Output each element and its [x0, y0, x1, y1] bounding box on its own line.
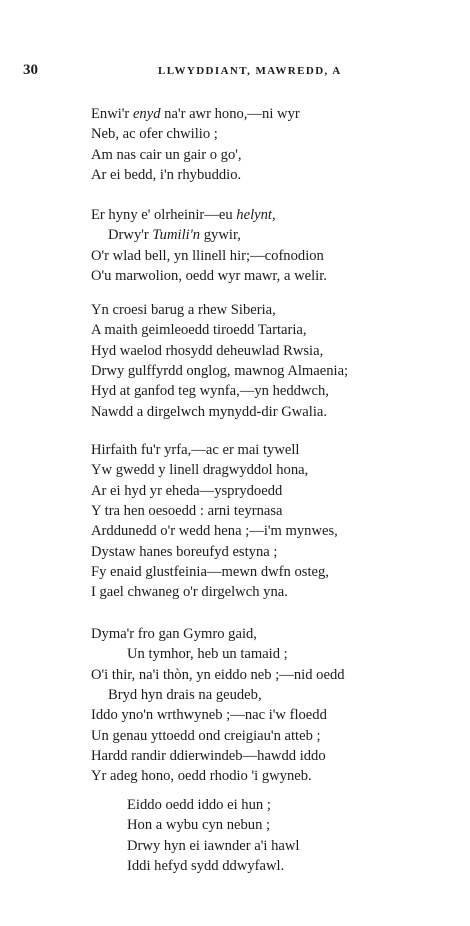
verse-text: Enwi'r [91, 106, 133, 122]
verse-text: Am nas cair un gair o go', [91, 146, 242, 163]
verse-line [91, 624, 257, 644]
verse-line [91, 582, 288, 602]
verse-line [127, 836, 299, 856]
verse-line [91, 361, 348, 381]
verse-line [91, 665, 345, 685]
verse-text: Arddunedd o'r wedd hena ;—i'm mynwes, [91, 523, 338, 540]
verse-line [91, 104, 300, 124]
verse-line [91, 481, 282, 501]
verse-line [91, 341, 323, 361]
verse-text: Bryd hyn drais na geudeb, [108, 686, 262, 703]
italic-word: enyd [132, 106, 161, 122]
verse-line [91, 145, 242, 165]
verse-line [91, 320, 307, 340]
italic-word: helynt [236, 207, 272, 223]
verse-text: Drwy'r [108, 227, 153, 244]
verse-text: O'r wlad bell, yn llinell hir;—cofnodion [91, 247, 324, 264]
verse-text: Yn croesi barug a rhew Siberia, [91, 302, 276, 318]
verse-line [91, 205, 276, 225]
verse-line [127, 815, 270, 835]
verse-text: Neb, ac ofer chwilio ; [91, 126, 218, 143]
verse-text: Un genau yttoedd ond creigiau'n atteb ; [91, 727, 321, 744]
verse-text: Ar ei hyd yr eheda—ysprydoedd [91, 482, 283, 499]
verse-text: Un tymhor, heb un tamaid ; [127, 646, 288, 663]
verse-line [91, 726, 321, 746]
verse-text: Hyd waelod rhosydd deheuwlad Rwsia, [91, 342, 324, 359]
verse-text: O'i thir, na'i thòn, yn eiddo neb ;—nid oedd [91, 666, 345, 683]
verse-text: Hyd at ganfod teg wynfa,—yn heddwch, [91, 383, 329, 400]
verse-line [91, 746, 326, 766]
verse-text: Drwy gulffyrdd onglog, mawnog Almaenia; [91, 362, 349, 379]
verse-text: Drwy hyn ei iawnder a'i hawl [127, 837, 300, 854]
verse-line [91, 165, 241, 185]
verse-text: O'u marwolion, oedd wyr mawr, a welir. [91, 267, 327, 284]
verse-line [91, 460, 308, 480]
verse-text: Yw gwedd y linell dragwyddol hona, [91, 462, 309, 479]
verse-text: Dystaw hanes boreufyd estyna ; [91, 543, 278, 560]
verse-line [91, 521, 338, 541]
verse-line [91, 766, 312, 786]
verse-line [91, 542, 277, 562]
verse-text: , [271, 207, 276, 223]
verse-line [91, 402, 327, 422]
verse-text: Dyma'r fro gan Gymro gaid, [91, 626, 257, 642]
verse-text: na'r awr hono,—ni wyr [160, 106, 300, 122]
verse-text: Er hyny e' olrheinir—eu [91, 207, 237, 223]
verse-line [127, 644, 288, 664]
verse-line [91, 124, 218, 144]
verse-text: A maith geimleoedd tiroedd Tartaria, [91, 322, 307, 339]
running-head: LLWYDDIANT, MAWREDD, A [158, 65, 342, 77]
verse-text: Y tra hen oesoedd : arni teyrnasa [91, 502, 283, 519]
verse-text: Eiddo oedd iddo ei hun ; [127, 797, 271, 813]
verse-line [91, 246, 324, 266]
verse-text: Nawdd a dirgelwch mynydd-dir Gwalia. [91, 403, 328, 420]
verse-line [108, 225, 241, 245]
italic-word: Tumili'n [152, 227, 201, 244]
verse-text: Iddo yno'n wrthwyneb ;—nac i'w floedd [91, 707, 327, 724]
verse-line [91, 501, 283, 521]
verse-text: Ar ei bedd, i'n rhybuddio. [91, 166, 242, 183]
verse-text: Iddi hefyd sydd ddwyfawl. [127, 857, 285, 874]
verse-line [91, 562, 329, 582]
page-number: 30 [23, 62, 38, 78]
verse-text: Yr adeg hono, oedd rhodio 'i gwyneb. [91, 768, 312, 785]
verse-text: I gael chwaneg o'r dirgelwch yna. [91, 584, 288, 601]
verse-line [127, 856, 284, 876]
verse-line [91, 381, 329, 401]
verse-line [91, 440, 299, 460]
verse-text: Hardd randir ddierwindeb—hawdd iddo [91, 747, 326, 764]
page-header [0, 62, 470, 82]
verse-text: Hirfaith fu'r yrfa,—ac er mai tywell [91, 442, 300, 458]
verse-line [91, 705, 327, 725]
verse-text: Hon a wybu cyn nebun ; [127, 817, 271, 834]
verse-line [91, 300, 276, 320]
verse-text: Fy enaid glustfeinia—mewn dwfn osteg, [91, 563, 329, 580]
verse-line [127, 795, 271, 815]
verse-line [91, 266, 327, 286]
verse-line [108, 685, 262, 705]
verse-text: gywir, [200, 227, 241, 244]
